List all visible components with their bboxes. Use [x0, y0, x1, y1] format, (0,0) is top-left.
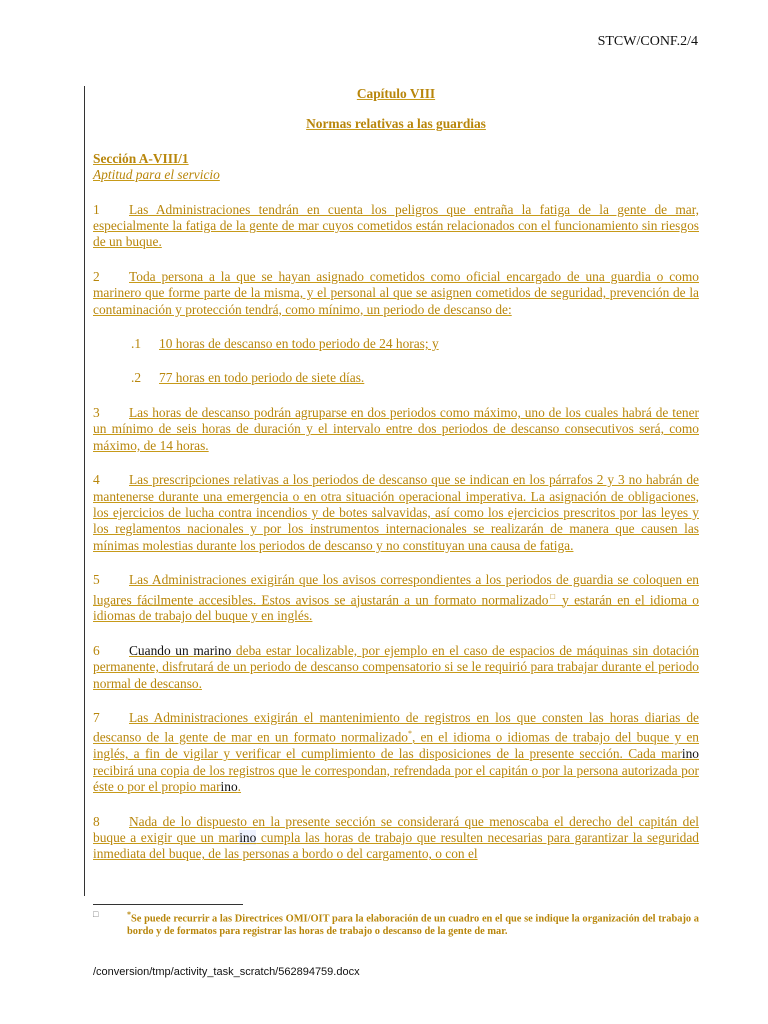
section-heading: Sección A-VIII/1	[93, 150, 189, 166]
footnote-asterisk: *	[127, 910, 131, 919]
paragraph-number: 5	[93, 572, 100, 588]
paragraph-4	[93, 472, 699, 554]
subparagraph-text: 77 horas en todo periodo de siete días.	[159, 370, 365, 386]
inserted-word: ino	[220, 779, 238, 795]
subparagraph-2	[93, 370, 699, 386]
paragraph-number: 1	[93, 201, 100, 217]
paragraph-text-end: .	[237, 779, 242, 795]
paragraph-text: Toda persona a la que se hayan asignado cometidos como oficial encargado de una guardia o como marinero que forme parte de la misma, y el personal al que se asignen cometidos de seguridad, prevención de la contaminación y protección tendrá, como mínimo, un periodo de descanso de:	[93, 268, 699, 317]
paragraph-text-cont: cumpla las horas de trabajo que resulten necesarias para garantizar la seguridad inmediata del buque, de las personas a bordo o del cargamento, o con el	[93, 829, 699, 862]
paragraph-8	[93, 814, 699, 863]
chapter-title: Capítulo VIII	[356, 86, 436, 101]
paragraph-3	[93, 405, 699, 454]
footnote-number: □	[93, 909, 99, 919]
inserted-word: marino	[193, 642, 232, 658]
footnote-separator	[93, 904, 243, 905]
paragraph-7	[93, 710, 699, 796]
paragraph-text-cont: y estarán en el idioma o idiomas de trabajo del buque y en inglés.	[93, 592, 699, 624]
inserted-word: ino	[239, 829, 257, 845]
paragraph-text-pre: Cuando un	[129, 642, 194, 658]
paragraph-text-cont: recibirá una copia de los registros que le correspondan, refrendada por el capitán o por la persona autorizada por éste o por el propio mar	[93, 762, 699, 795]
footnote-reference[interactable]: □	[548, 591, 557, 601]
subparagraph-number: .2	[131, 370, 142, 386]
paragraph-5	[93, 572, 699, 625]
paragraph-text: Las Administraciones tendrán en cuenta los peligros que entraña la fatiga de la gente de mar, especialmente la fatiga de la gente de mar cuyos cometidos están relacionados con el funcionamiento sin riesgos de un buque.	[93, 201, 699, 250]
paragraph-text: Las Administraciones exigirán que los avisos correspondientes a los periodos de guardia se coloquen en lugares fácilmente accesibles. Estos avisos se ajustarán a un formato normalizado	[93, 572, 699, 607]
chapter-subtitle: Normas relativas a las guardias	[306, 116, 486, 132]
paragraph-text-cont: , en el idioma o idiomas de trabajo del buque y en inglés, a fin de vigilar y verificar el cumplimiento de las disposiciones de la presente sección. Cada mar	[93, 729, 699, 762]
footnote-reference[interactable]: *	[407, 729, 412, 739]
paragraph-number: 6	[93, 642, 100, 658]
paragraph-number: 8	[93, 813, 100, 829]
paragraph-1	[93, 202, 699, 251]
paragraph-text: Las Administraciones exigirán el mantenimiento de registros en los que consten las horas diarias de descanso de la gente de mar en un formato normalizado	[93, 710, 699, 745]
paragraph-number: 3	[93, 404, 100, 420]
paragraph-6	[93, 643, 699, 692]
subparagraph-number: .1	[131, 336, 142, 352]
footnote	[93, 908, 699, 938]
paragraph-text: deba estar localizable, por ejemplo en el caso de espacios de máquinas sin dotación permanente, disfrutará de un periodo de descanso compensatorio si se le requirió para trabajar durante el periodo normal de descanso.	[93, 642, 699, 691]
inserted-word: ino	[681, 746, 699, 762]
file-path-footer: /conversion/tmp/activity_task_scratch/562894759.docx	[93, 966, 360, 978]
paragraph-text: Nada de lo dispuesto en la presente sección se considerará que menoscaba el derecho del capitán del buque a exigir que un mar	[93, 813, 699, 845]
document-body	[93, 84, 699, 863]
subparagraph-text: 10 horas de descanso en todo periodo de 24 horas; y	[159, 336, 439, 352]
paragraph-number: 2	[93, 268, 100, 284]
footnote-text	[93, 908, 699, 938]
section-subheading: Aptitud para el servicio	[93, 167, 220, 183]
footnote-body: Se puede recurrir a las Directrices OMI/OIT para la elaboración de un cuadro en el que se indique la organización del trabajo a bordo y de formatos para registrar las horas de trabajo o descanso de la gente de mar.	[127, 913, 699, 938]
revision-bar	[84, 86, 85, 896]
paragraph-number: 7	[93, 710, 100, 726]
document-symbol: STCW/CONF.2/4	[597, 34, 698, 49]
paragraph-number: 4	[93, 472, 100, 488]
paragraph-text: Las prescripciones relativas a los periodos de descanso que se indican en los párrafos 2 y 3 no habrán de mantenerse durante una emergencia o en otra situación operacional imperativa. La asignación de obligaciones, los ejercicios de lucha contra incendios y de botes salvavidas, así como los ejercicios prescritos por las leyes y los reglamentos nacionales y por los instrumentos internacionales se realizarán de manera que causen las mínimas molestias durante los periodos de descanso y no constituyan una causa de fatiga.	[93, 472, 699, 553]
paragraph-2	[93, 269, 699, 318]
paragraph-text: Las horas de descanso podrán agruparse en dos periodos como máximo, uno de los cuales habrá de tener un mínimo de seis horas de duración y el intervalo entre dos periodos de descanso consecutivos será, como máximo, de 14 horas.	[93, 404, 699, 453]
subparagraph-1	[93, 336, 699, 352]
